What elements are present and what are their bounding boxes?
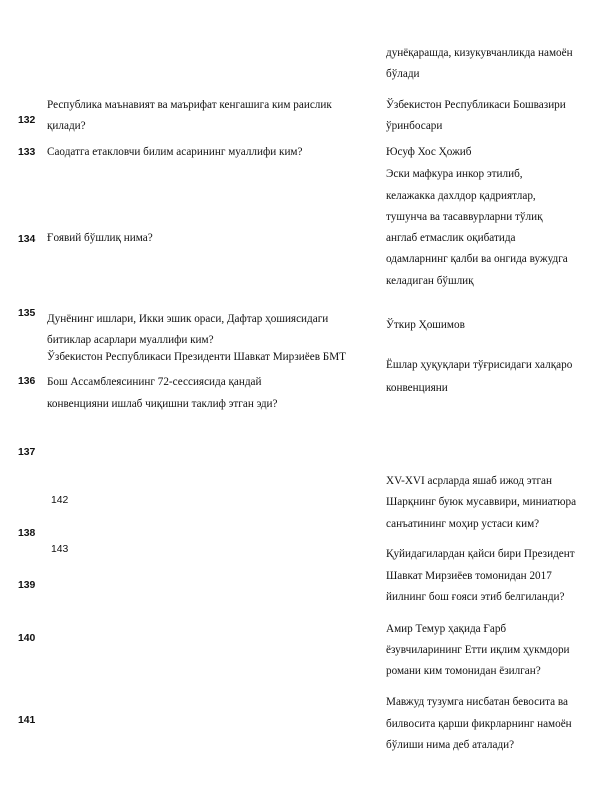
answer-line: Юсуф Хос Ҳожиб (386, 146, 472, 158)
answer-line: санъатининг моҳир устаси ким? (386, 518, 540, 530)
row-number: 133 (18, 147, 36, 158)
answer-line: Ёшлар ҳуқуқлари тўғрисидаги халқаро (386, 359, 573, 371)
answer-line: бўлиши нима деб аталади? (386, 739, 515, 751)
answer-line: конвенцияни (386, 382, 448, 394)
answer-line: ёзувчиларининг Етти иқлим ҳукмдори (386, 644, 570, 656)
question-line: Дунёнинг ишлари, Икки эшик ораси, Дафтар ҳошиясидаги (47, 313, 329, 325)
answer-line: Ўзбекистон Республикаси Бошвазири (386, 99, 566, 111)
question-line: қилади? (47, 120, 86, 132)
answer-line: тушунча ва тасаввурларни тўлиқ (386, 211, 543, 223)
answer-line: одамларнинг қалби ва онгида вужудга (386, 253, 568, 265)
answer-line: дунёқарашда, кизукувчанликда намоён (386, 47, 573, 59)
row-number: 136 (18, 376, 36, 387)
row-number: 134 (18, 234, 36, 245)
row-number: 138 (18, 528, 36, 539)
answer-line: Амир Темур ҳақида Ғарб (386, 623, 507, 635)
answer-line: Ўткир Ҳошимов (386, 319, 465, 331)
row-number: 140 (18, 633, 36, 644)
answer-line: романи ким томонидан ёзилган? (386, 665, 541, 677)
question-line: Бош Ассамблеясининг 72-сессиясида қандай (47, 376, 262, 388)
stray-number: 142 (51, 495, 69, 506)
row-number: 132 (18, 115, 36, 126)
answer-line: билвосита қарши фикрларнинг намоён (386, 718, 572, 730)
row-number: 135 (18, 308, 36, 319)
answer-line: йилнинг бош ғояси этиб белгиланди? (386, 591, 565, 603)
answer-line: ўринбосари (386, 120, 443, 132)
question-line: конвенцияни ишлаб чиқишни таклиф этган эди? (47, 398, 278, 410)
question-line: Ғоявий бўшлиқ нима? (47, 232, 153, 244)
row-number: 137 (18, 447, 36, 458)
answer-line: Шавкат Мирзиёев томонидан 2017 (386, 570, 552, 582)
answer-line: келадиган бўшлиқ (386, 275, 474, 287)
question-line: битиклар асарлари муаллифи ким? (47, 334, 214, 346)
answer-line: Эски мафкура инкор этилиб, (386, 168, 523, 180)
answer-line: Мавжуд тузумга нисбатан бевосита ва (386, 696, 569, 708)
answer-line: бўлади (386, 68, 420, 80)
question-line: Саодатга етакловчи билим асарининг муаллифи ким? (47, 146, 303, 158)
stray-number: 143 (51, 544, 69, 555)
row-number: 141 (18, 715, 36, 726)
question-line: Ўзбекистон Республикаси Президенти Шавкат Мирзиёев БМТ (47, 351, 346, 363)
answer-line: Қуйидагилардан қайси бири Президент (386, 548, 575, 560)
answer-line: англаб етмаслик оқибатида (386, 232, 516, 244)
answer-line: келажакка дахлдор қадриятлар, (386, 190, 536, 202)
row-number: 139 (18, 580, 36, 591)
answer-line: XV-XVI асрларда яшаб ижод этган (386, 475, 553, 487)
question-line: Республика маънавият ва маърифат кенгашига ким раислик (47, 99, 332, 111)
answer-line: Шарқнинг буюк мусаввири, миниатюра (386, 496, 577, 508)
